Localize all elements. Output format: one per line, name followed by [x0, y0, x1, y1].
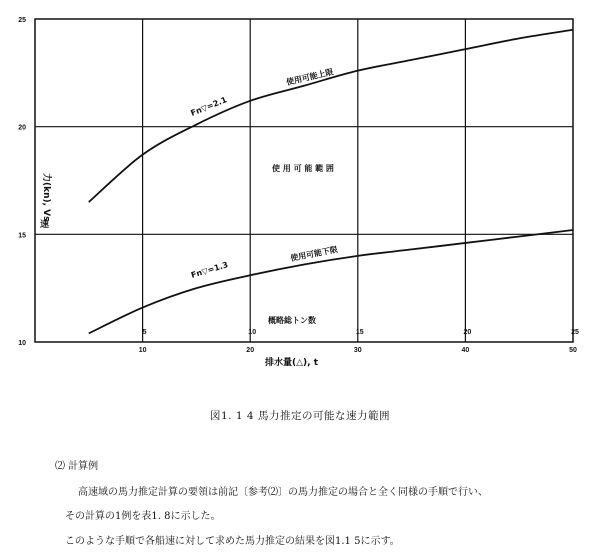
x-tick-label-top-2: 15 — [355, 329, 364, 336]
plot-frame — [35, 19, 573, 342]
paragraph-2: その計算の1例を表1. 8に示した。 — [65, 511, 221, 522]
paragraph-1: 高速域の馬力推定計算の要領は前記〔参考⑵〕の馬力推定の場合と全く同様の手順で行い、 — [78, 487, 488, 498]
upper-limit-label: 使用可能上限 — [285, 67, 335, 87]
x-tick-label-top-1: 10 — [248, 329, 257, 336]
grid — [35, 19, 573, 342]
x-tick-label-bottom-3: 40 — [461, 347, 470, 354]
fn-lower-label: Fn▽=1.3 — [189, 260, 230, 280]
x-tick-label-top-4: 25 — [571, 329, 579, 336]
gross-tonnage-label: 概略総トン数 — [268, 316, 316, 325]
x-tick-label-top-3: 20 — [463, 329, 472, 336]
y-tick-labels — [18, 17, 26, 347]
series-line-0 — [89, 30, 573, 202]
figure-caption: 図1. 1 4 馬力推定の可能な速力範囲 — [210, 410, 390, 422]
x-tick-label-bottom-0: 10 — [138, 347, 147, 354]
x-tick-label-bottom-1: 20 — [246, 347, 255, 354]
x-tick-label-bottom-4: 50 — [569, 347, 577, 354]
y-axis-label-extra: 速 — [40, 220, 50, 230]
y-tick-label-2: 20 — [18, 124, 26, 132]
fn-upper-label: Fn▽=2.1 — [189, 95, 229, 118]
y-axis-label: 力(kn), Vs — [41, 173, 51, 222]
x-axis-label: 排水量(△), t — [265, 358, 319, 368]
y-tick-label-3: 25 — [18, 17, 26, 24]
usable-range-label: 使 用 可 能 範 囲 — [272, 164, 334, 173]
section-heading: ⑵ 計算例 — [55, 461, 99, 472]
x-tick-labels-bottom — [139, 347, 577, 354]
paragraph-3: このような手順で各船速に対して求めた馬力推定の結果を図1.1 5に示す。 — [65, 536, 400, 547]
x-tick-label-bottom-2: 30 — [353, 347, 362, 354]
y-tick-label-1: 15 — [18, 232, 26, 240]
x-tick-labels-top — [143, 329, 579, 336]
x-tick-label-top-0: 5 — [142, 329, 147, 336]
y-tick-label-0: 10 — [18, 340, 26, 347]
lower-limit-label: 使用可能下限 — [289, 244, 339, 263]
